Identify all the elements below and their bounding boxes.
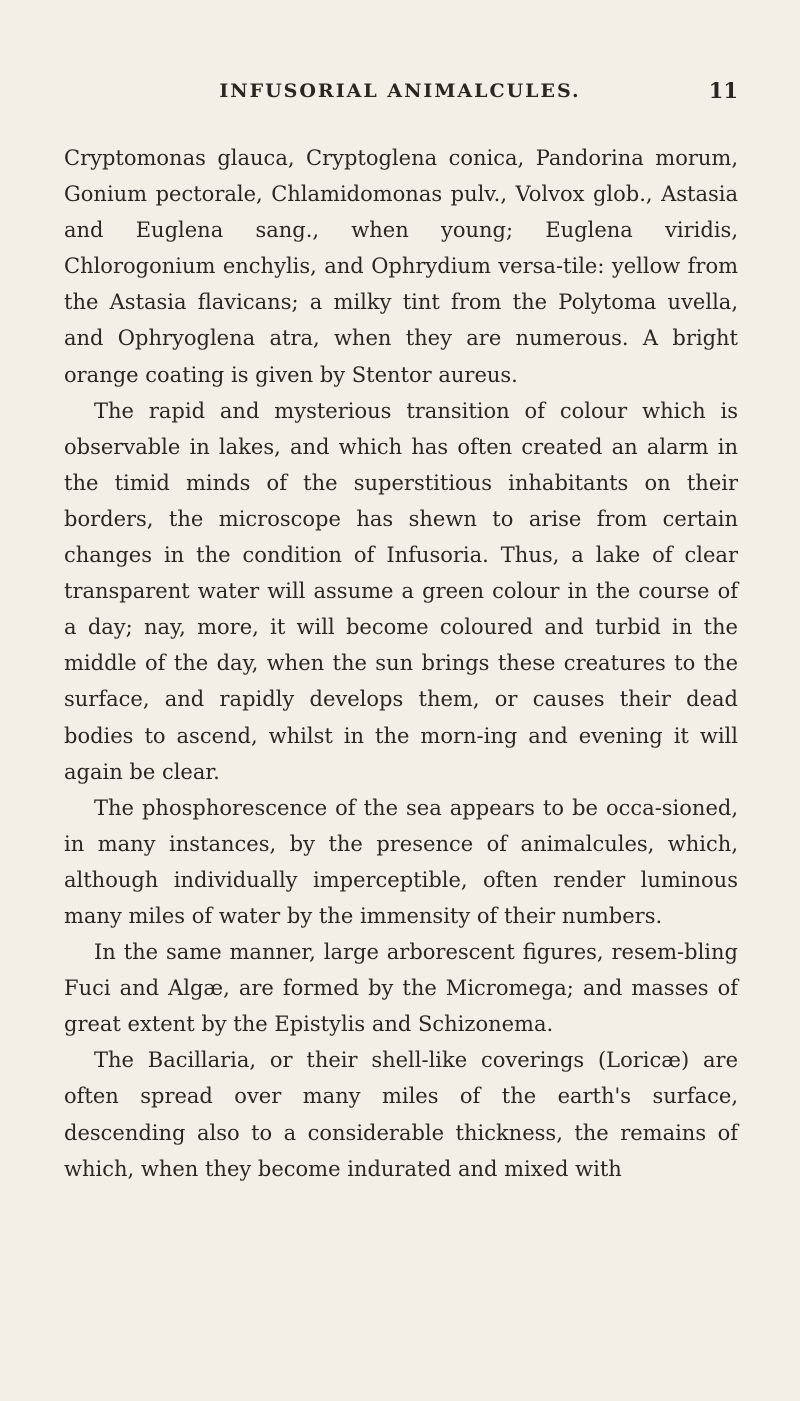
paragraph-4: In the same manner, large arborescent figures, resem-bling Fuci and Algæ, are formed by the Micromega; and masses of great extent by the Epistylis and Schizonema.: [64, 940, 738, 1037]
paragraph-5: The Bacillaria, or their shell-like coverings (Loricæ) are often spread over many miles of the earth's surface, descending also to a considerable thickness, the remains of which, when they become indurated and mixed with: [64, 1048, 738, 1181]
paragraph-1: Cryptomonas glauca, Cryptoglena conica, Pandorina morum, Gonium pectorale, Chlamidomonas pulv., Volvox glob., Astasia and Euglena sang., when young; Euglena viridis, Chlorogonium enchylis, and Ophrydium versa-tile: yellow from the Astasia flavicans; a milky tint from the Polytoma uvella, and Ophryoglena atra, when they are numerous. A bright orange coating is given by Stentor aureus.: [64, 146, 738, 387]
page-number: 11: [708, 78, 738, 103]
paragraph-3: The phosphorescence of the sea appears to be occa-sioned, in many instances, by the presence of animalcules, which, although individually imperceptible, often render luminous many miles of water by the immensity of their numbers.: [64, 795, 738, 928]
paragraph-2: The rapid and mysterious transition of colour which is observable in lakes, and which has often created an alarm in the timid minds of the superstitious inhabitants on their borders, the microscope has shewn to arise from certain changes in the condition of Infusoria. Thus, a lake of clear transparent water will assume a green colour in the course of a day; nay, more, it will become coloured and turbid in the middle of the day, when the sun brings these creatures to the surface, and rapidly develops them, or causes their dead bodies to ascend, whilst in the morn-ing and evening it will again be clear.: [64, 398, 738, 784]
running-title: INFUSORIAL ANIMALCULES.: [219, 80, 581, 102]
body-text: [64, 140, 738, 1187]
running-header: [62, 76, 738, 112]
